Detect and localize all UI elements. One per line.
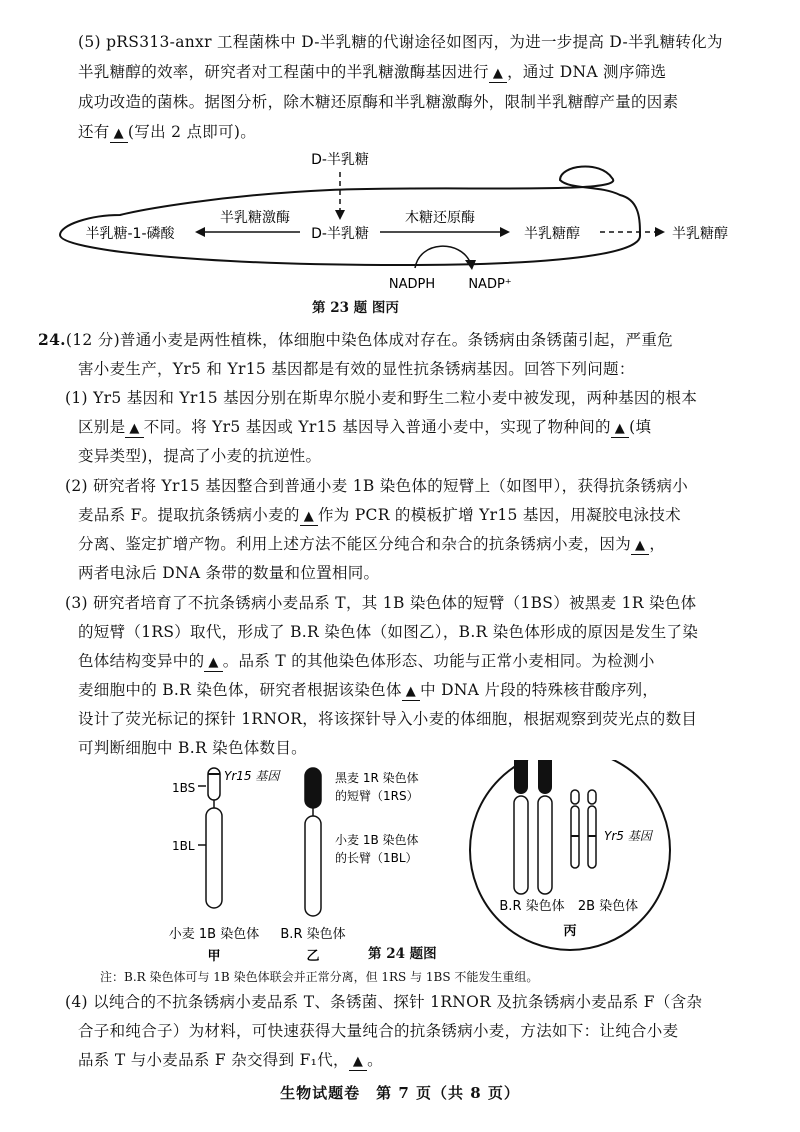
right-product-label: 半乳糖醇 (524, 226, 580, 242)
q24-header-line1: 24.(12 分)普通小麦是两性植株，体细胞中染色体成对存在。条锈病由条锈菌引起，严重危 (38, 330, 673, 349)
q24-p3-line1: (3) 研究者培育了不抗条锈病小麦品系 T，其 1B 染色体的短臂（1BS）被黑麦 1R 染色体 (65, 594, 697, 612)
svg-text:的长臂（1BL）: 的长臂（1BL） (335, 851, 418, 865)
top-input-label: D-半乳糖 (311, 152, 369, 168)
figure-bing-pathway (0, 140, 800, 315)
cofactor-in-label: NADPH (388, 277, 436, 292)
svg-text:1BL: 1BL (172, 839, 195, 853)
svg-text:甲: 甲 (207, 949, 221, 964)
q24-p2-line2: 麦品系 F。提取抗条锈病小麦的 ▲ 作为 PCR 的模板扩增 Yr15 基因，用凝胶电泳技术 (78, 506, 681, 524)
svg-text:黑麦 1R 染色体: 黑麦 1R 染色体 (335, 771, 419, 785)
svg-text:1BS: 1BS (172, 781, 196, 795)
q24-p3-line6: 可判断细胞中 B.R 染色体数目。 (78, 739, 307, 757)
svg-text:Yr5 基因: Yr5 基因 (604, 829, 652, 843)
q23-part5-line1: (5) pRS313-anxr 工程菌株中 D-半乳糖的代谢途径如图丙，为进一步提高 D-半乳糖转化为 (78, 33, 723, 51)
2b-chromosome-pair (571, 790, 596, 868)
figure-23-caption: 第 23 题 图丙 (312, 300, 399, 316)
answer-blank[interactable]: ▲ (611, 421, 629, 438)
q24-p3-line5: 设计了荧光标记的探针 1RNOR，将该探针导入小麦的体细胞，根据观察到荧光点的数目 (78, 710, 698, 728)
answer-blank[interactable]: ▲ (631, 538, 649, 555)
svg-text:B.R 染色体: B.R 染色体 (280, 927, 346, 942)
q23-part5-line4: 还有 ▲ (写出 2 点即可)。 (78, 123, 257, 141)
q23-part5-line3: 成功改造的菌株。据图分析，除木糖还原酶和半乳糖激酶外，限制半乳糖醇产量的因素 (78, 93, 679, 111)
svg-text:乙: 乙 (306, 949, 320, 964)
cell-outline (60, 166, 640, 265)
q24-p3-line4: 麦细胞中的 B.R 染色体，研究者根据该染色体 ▲ 中 DNA 片段的特殊核苷酸序列， (78, 681, 659, 699)
q24-header-line2: 害小麦生产，Yr5 和 Yr15 基因都是有效的显性抗条锈病基因。回答下列问题： (78, 360, 635, 378)
enzyme-right-label: 木糖还原酶 (405, 210, 475, 226)
q24-p4-line1: (4) 以纯合的不抗条锈病小麦品系 T、条锈菌、探针 1RNOR 及抗条锈病小麦品系 F（含杂 (65, 993, 703, 1011)
svg-text:2B 染色体: 2B 染色体 (577, 899, 639, 914)
page-footer: 生物试题卷 第 7 页（共 8 页） (280, 1084, 520, 1102)
center-label: D-半乳糖 (311, 226, 369, 242)
cell-bing (470, 760, 670, 950)
left-product-label: 半乳糖-1-磷酸 (85, 226, 175, 242)
svg-text:小麦 1B 染色体: 小麦 1B 染色体 (168, 927, 260, 942)
q24-p3-line2: 的短臂（1RS）取代，形成了 B.R 染色体（如图乙），B.R 染色体形成的原因是发生了染 (78, 623, 699, 641)
answer-blank[interactable]: ▲ (125, 421, 143, 438)
q24-p3-line3: 色体结构变异中的 ▲ 。品系 T 的其他染色体形态、功能与正常小麦相同。为检测小 (78, 652, 655, 670)
answer-blank[interactable]: ▲ (489, 66, 507, 83)
q24-p4-line2: 合子和纯合子）为材料，可快速获得大量纯合的抗条锈病小麦，方法如下：让纯合小麦 (78, 1022, 679, 1040)
q24-p2-line3: 分离、鉴定扩增产物。利用上述方法不能区分纯合和杂合的抗条锈病小麦，因为 ▲ ， (78, 535, 666, 553)
chromosome-jia (198, 768, 222, 908)
output-label: 半乳糖醇 (672, 226, 728, 242)
figure-24-note: 注：B.R 染色体可与 1B 染色体联会并正常分离，但 1RS 与 1BS 不能发生重组。 (100, 970, 539, 984)
svg-text:B.R 染色体: B.R 染色体 (499, 899, 565, 914)
q24-p1-line2: 区别是 ▲ 不同。将 Yr5 基因或 Yr15 基因导入普通小麦中，实现了物种间的 ▲ (填 (78, 418, 652, 436)
answer-blank[interactable]: ▲ (349, 1054, 367, 1071)
cofactor-out-label: NADP⁺ (468, 277, 512, 292)
svg-text:的短臂（1RS）: 的短臂（1RS） (335, 789, 419, 803)
br-chromosome-pair (514, 760, 552, 894)
svg-text:小麦 1B 染色体: 小麦 1B 染色体 (335, 833, 419, 847)
enzyme-left-label: 半乳糖激酶 (220, 210, 290, 226)
q24-p1-line1: (1) Yr5 基因和 Yr15 基因分别在斯卑尔脱小麦和野生二粒小麦中被发现，两种基因的根本 (65, 389, 698, 407)
figure-24-caption: 第 24 题图 (368, 946, 437, 962)
q23-part5-line2: 半乳糖醇的效率，研究者对工程菌中的半乳糖激酶基因进行 ▲ ，通过 DNA 测序筛选 (78, 63, 667, 81)
q24-p1-line3: 变异类型)，提高了小麦的抗逆性。 (78, 447, 322, 465)
figure-24-chromosomes (0, 760, 800, 965)
svg-text:丙: 丙 (563, 924, 577, 939)
answer-blank[interactable]: ▲ (110, 126, 128, 143)
chromosome-yi (305, 768, 321, 916)
q24-p2-line4: 两者电泳后 DNA 条带的数量和位置相同。 (78, 564, 380, 582)
q24-p2-line1: (2) 研究者将 Yr15 基因整合到普通小麦 1B 染色体的短臂上（如图甲），获得抗条锈病小 (65, 477, 689, 495)
svg-text:Yr15 基因: Yr15 基因 (224, 769, 280, 783)
answer-blank[interactable]: ▲ (204, 655, 222, 672)
answer-blank[interactable]: ▲ (402, 684, 420, 701)
answer-blank[interactable]: ▲ (300, 509, 318, 526)
q24-p4-line3: 品系 T 与小麦品系 F 杂交得到 F₁代， ▲ 。 (78, 1051, 383, 1069)
